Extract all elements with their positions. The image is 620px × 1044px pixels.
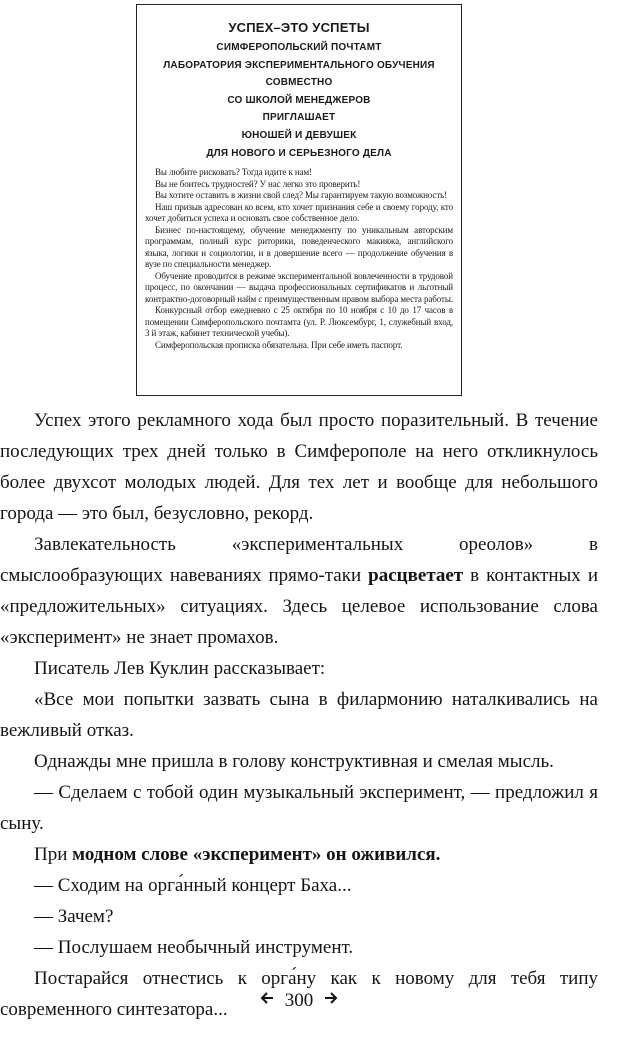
ad-headline: ЛАБОРАТОРИЯ ЭКСПЕРИМЕНТАЛЬНОГО ОБУЧЕНИЯ xyxy=(163,59,435,71)
paragraph xyxy=(0,529,598,653)
paragraph: Писатель Лев Куклин рассказывает: xyxy=(34,658,326,679)
text-run: Завлекательность «экспериментальных ореолов» в смыслообразующих навеваниях прямо-таки xyxy=(0,534,598,586)
paragraph: Успех этого рекламного хода был просто поразительный. В течение последующих трех дней только в Симферополе на него откликнулось более двухсот молодых людей. Для тех лет и вообще для небольшого города — это был, безусловно, рекорд. xyxy=(0,410,598,524)
paragraph: Однажды мне пришла в голову конструктивная и смелая мысль. xyxy=(34,751,554,772)
ad-headline: СИМФЕРОПОЛЬСКИЙ ПОЧТАМТ xyxy=(216,42,382,53)
paragraph: Постарайся отнестись к орга́ну как к новому для тебя типу современного синтезатора... xyxy=(0,968,598,1020)
ad-headline: УСПЕХ–ЭТО УСПЕТЫ xyxy=(228,20,370,35)
bold-text: расцветает xyxy=(368,565,464,586)
paragraph: — Послушаем необычный инструмент. xyxy=(34,937,354,958)
bold-text: модном слове «эксперимент» он оживился. xyxy=(72,844,441,865)
ad-body xyxy=(145,167,453,351)
ad-paragraph: Симферопольская прописка обязательна. При себе иметь паспорт. xyxy=(155,339,403,350)
arrow-right-icon xyxy=(318,987,344,1015)
ad-headline: СОВМЕСТНО xyxy=(265,77,333,89)
ad-paragraph: Обучение проводится в режиме экспериментальной вовлеченности в трудовой процесс, по окончании — выдача профессиональных сертификатов и льготный контрактно-договорный найм с преимущественным правом выбора места работы. xyxy=(145,270,453,304)
text-run: в контактных и «предложительных» ситуациях. Здесь целевое использование слова «эксперимент» не знает промахов. xyxy=(0,565,598,648)
ad-headline: СО ШКОЛОЙ МЕНЕДЖЕРОВ xyxy=(227,94,371,106)
ad-headline: ЮНОШЕЙ И ДЕВУШЕК xyxy=(241,129,357,141)
paragraph: — Зачем? xyxy=(34,906,114,927)
body-text xyxy=(0,405,598,1025)
arrow-left-icon xyxy=(254,987,280,1015)
paragraph xyxy=(0,839,598,870)
paragraph: — Сделаем с тобой один музыкальный эксперимент, — предложил я сыну. xyxy=(0,782,598,834)
ad-paragraph: Бизнес по-настоящему, обучение менеджменту по уникальным авторским программам, полный курс риторики, поведенческого макияжа, английского языка, логики и социологии, и в довершение всего — продолжение обучения в вузе по специальности менеджер. xyxy=(145,224,453,270)
ad-paragraph: Наш призыв адресован ко всем, кто хочет признания себе и своему городу, кто хочет добиться успеха и основать свое собственное дело. xyxy=(145,201,453,224)
ad-paragraph: Вы не боитесь трудностей? У нас легко это проверить! xyxy=(155,178,361,189)
paragraph: — Сходим на орга́нный концерт Баха... xyxy=(34,875,352,896)
advertisement-clipping xyxy=(136,4,462,396)
ad-paragraph: Конкурсный отбор ежедневно с 25 октября по 10 ноября с 10 до 17 часов в помещении Симферопольского почтамта (ул. Р. Люксембург, 1, служебный вход, 3 й этаж, кабинет технической учебы). xyxy=(145,305,453,339)
text-run: При xyxy=(34,844,73,865)
ad-paragraph: Вы любите рисковать? Тогда идите к нам! xyxy=(155,167,312,178)
page-footer xyxy=(0,986,598,1015)
ad-headline: ПРИГЛАШАЕТ xyxy=(262,112,336,124)
ad-paragraph: Вы хотите оставить в жизни свой след? Мы гарантируем такую возможность! xyxy=(155,190,448,201)
ad-headline: ДЛЯ НОВОГО И СЕРЬЕЗНОГО ДЕЛА xyxy=(206,147,392,159)
page-number: 300 xyxy=(284,989,314,1011)
paragraph: «Все мои попытки зазвать сына в филармонию наталкивались на вежливый отказ. xyxy=(0,689,598,741)
